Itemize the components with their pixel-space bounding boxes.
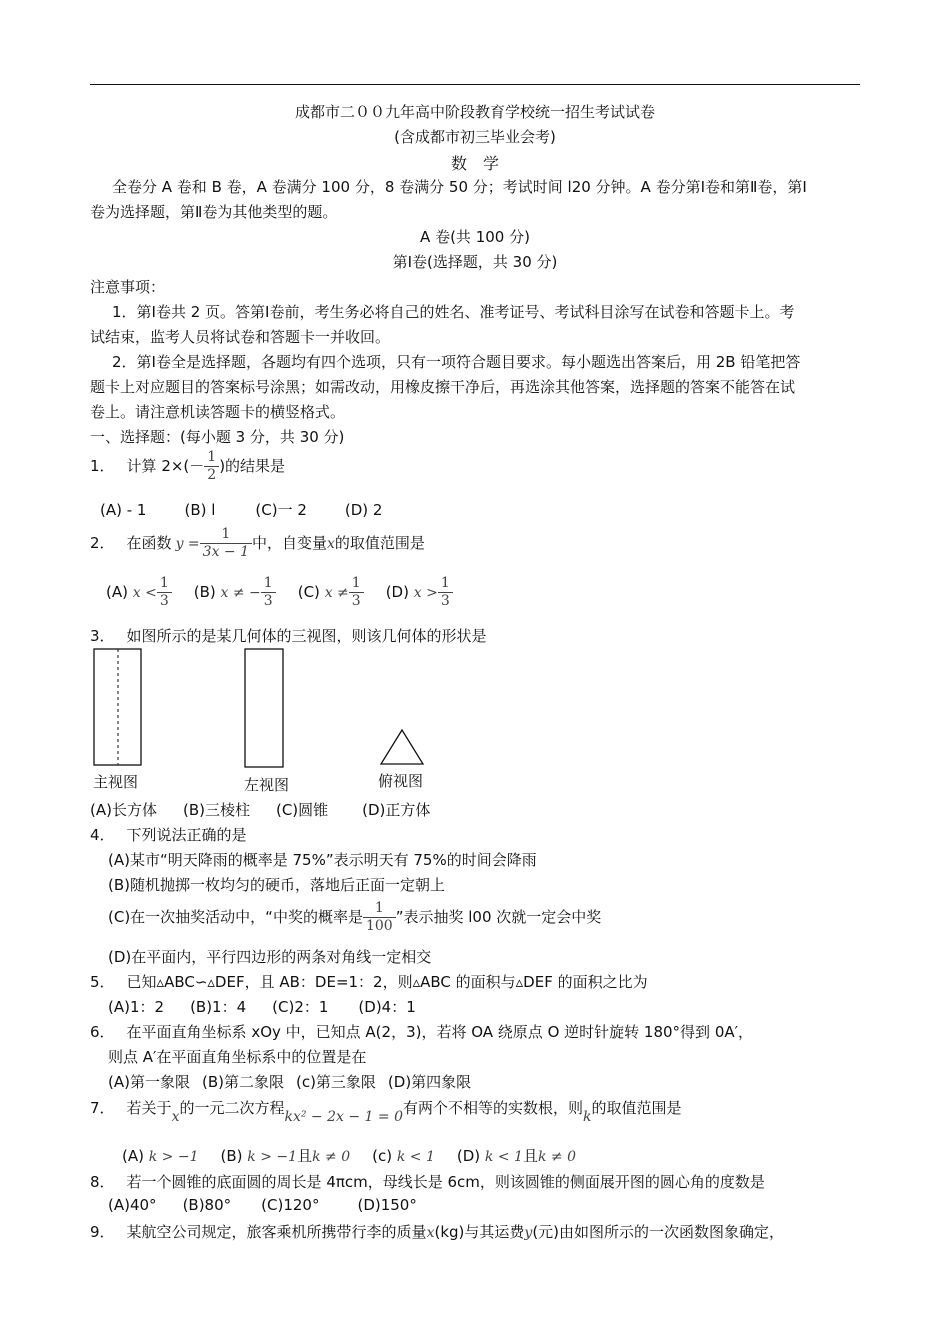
intro-line-2: 卷为选择题，第Ⅱ卷为其他类型的题。 [90,203,338,221]
q2-option-c: (C) x ≠ $\frac{1}{3}$ [298,583,364,601]
question-9: 9． 某航空公司规定，旅客乘机所携带行李的质量x(kg)与其运费y(元)由如图所示的一次函数图象确定， [90,1223,785,1241]
q8-options [108,1196,417,1214]
note-1-line-1: 1．第Ⅰ卷共 2 页。答第Ⅰ卷前，考生务必将自己的姓名、准考证号、考试科目涂写在试卷和答题卡上。考 [112,303,795,321]
question-number: 1． [90,457,115,475]
equation: kx² − 2x − 1 = 0 [284,1109,403,1125]
fraction: $\frac{1}{3x - 1}$ [200,526,252,561]
q1-option-c: (C)一 2 [255,501,307,519]
q8-option-d: (D)150° [357,1196,417,1214]
q5-option-c: (C)2：1 [272,998,329,1016]
question-8: 8． 若一个圆锥的底面圆的周长是 4πcm，母线长是 6cm，则该圆锥的侧面展开图的圆心角的度数是 [90,1173,765,1191]
q8-option-b: (B)80° [182,1196,232,1214]
q7-option-c: (c) k < 1 [372,1147,435,1165]
q3-option-a: (A)长方体 [90,801,157,819]
q3-options [90,799,430,820]
question-number: 4． [90,826,115,844]
left-view-rect [245,649,283,767]
q3-option-c: (C)圆锥 [275,801,329,819]
q7-option-a: (A) k > −1 [122,1147,199,1165]
q6-options [108,1071,471,1092]
note-2-line-3: 卷上。请注意机读答题卡的横竖格式。 [90,403,346,421]
fraction: $\frac{1}{2}$ [204,449,219,484]
question-5: 5． 已知▵ABC∽▵DEF，且 AB：DE=1：2，则▵ABC 的面积与▵DEF 的面积之比为 [90,973,648,991]
q2-option-d: (D) x > $\frac{1}{3}$ [386,583,453,601]
question-number: 7． [90,1099,115,1117]
q7-option-b: (B) k > −1且k ≠ 0 [220,1147,351,1165]
question-number: 8． [90,1173,115,1191]
q5-options [108,996,416,1017]
intro-line-1: 全卷分 A 卷和 B 卷，A 卷满分 100 分，8 卷满分 50 分；考试时间 l20 分钟。A 卷分第Ⅰ卷和第Ⅱ卷，第Ⅰ [112,178,807,196]
q1-option-a: (A) - 1 [100,501,147,519]
question-number: 6． [90,1023,115,1041]
question-3: 3． 如图所示的是某几何体的三视图，则该几何体的形状是 [90,627,487,645]
question-2: 2． 在函数 y = $\frac{1}{3x - 1}$ 中，自变量x的取值范围是 [90,526,425,560]
q2-option-b: (B) x ≠ − $\frac{1}{3}$ [194,583,276,601]
exam-subject: 数 学 [450,154,499,173]
section-1-title: 一、选择题：(每小题 3 分，共 30 分) [90,428,345,446]
note-2-line-1: 2．第Ⅰ卷全是选择题，各题均有四个选项，只有一项符合题目要求。每小题选出答案后，用 2B 铅笔把答 [112,353,801,371]
part1-heading: 第Ⅰ卷(选择题，共 30 分) [392,253,558,271]
front-view-label: 主视图 [93,773,139,791]
q2-option-a: (A) x < $\frac{1}{3}$ [106,583,172,601]
fraction: $\frac{1}{100}$ [363,900,396,935]
question-6: 6． 在平面直角坐标系 xOy 中，已知点 A(2，3)，若将 OA 绕原点 O 逆时针旋转 180°得到 0A′， [90,1023,754,1041]
question-6-line-2: 则点 A′在平面直角坐标系中的位置是在 [108,1048,367,1066]
question-7: 7． 若关于x的一元二次方程kx² − 2x − 1 = 0有两个不相等的实数根，则k的取值范围是 [90,1099,682,1125]
q8-option-c: (C)120° [261,1196,320,1214]
q7-option-d: (D) k < 1且k ≠ 0 [456,1147,576,1165]
left-view-label: 左视图 [244,776,290,794]
note-1-line-2: 试结束，监考人员将试卷和答题卡一并收回。 [90,328,391,346]
q7-options [122,1145,576,1166]
q1-option-d: (D) 2 [344,501,383,519]
section-a-heading: A 卷(共 100 分) [420,228,530,246]
q5-option-d: (D)4：1 [358,998,416,1016]
q4-option-c: (C)在一次抽奖活动中，“中奖的概率是 $\frac{1}{100}$ ”表示抽奖 l00 次就一定会中奖 [108,900,602,934]
question-4: 4． 下列说法正确的是 [90,826,247,844]
notes-title: 注意事项： [90,278,166,296]
top-view-triangle [381,730,423,764]
exam-subtitle: (含成都市初三毕业会考) [394,128,556,146]
q3-option-d: (D)正方体 [362,801,431,819]
q3-option-b: (B)三棱柱 [182,801,250,819]
q1-option-b: (B) l [184,501,216,519]
exam-title: 成都市二００九年高中阶段教育学校统一招生考试试卷 [294,103,655,121]
q6-option-c: (c)第三象限 [295,1073,376,1091]
q6-option-d: (D)第四象限 [387,1073,472,1091]
q4-option-a: (A)某市“明天降雨的概率是 75%”表示明天有 75%的时间会降雨 [108,851,537,869]
q5-option-a: (A)1：2 [108,998,165,1016]
q4-option-d: (D)在平面内，平行四边形的两条对角线一定相交 [108,948,432,966]
q5-option-b: (B)1：4 [190,998,247,1016]
question-number: 9． [90,1223,115,1241]
q6-option-b: (B)第二象限 [201,1073,284,1091]
q4-option-b: (B)随机抛掷一枚均匀的硬币，落地后正面一定朝上 [108,876,445,894]
question-number: 5． [90,973,115,991]
q6-option-a: (A)第一象限 [108,1073,190,1091]
question-1: 1． 计算 2×(－ $\frac{1}{2}$ )的结果是 [90,449,286,483]
question-number: 3． [90,627,115,645]
note-2-line-2: 题卡上对应题目的答案标号涂黑；如需改动，用橡皮擦干净后，再选涂其他答案，选择题的答案不能答在试 [90,378,796,396]
q8-option-a: (A)40° [108,1196,157,1214]
top-view-label: 俯视图 [378,772,424,790]
question-number: 2． [90,534,115,552]
